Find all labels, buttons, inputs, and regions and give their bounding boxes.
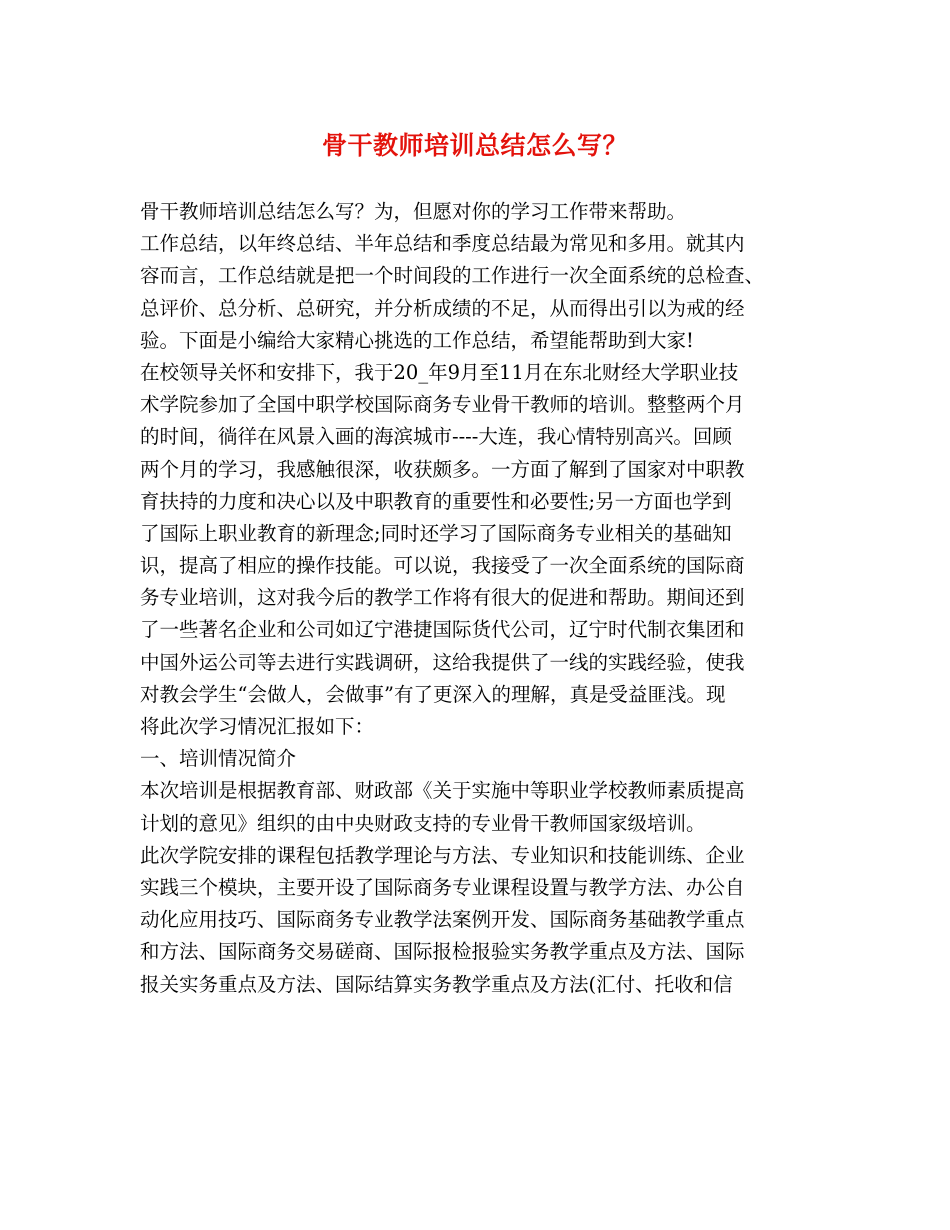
body-line: 实践三个模块，主要开设了国际商务专业课程设置与教学方法、办公自 [140,875,745,899]
body-line: 动化应用技巧、国际商务专业教学法案例开发、国际商务基础教学重点 [140,908,745,932]
body-line: 术学院参加了全国中职学校国际商务专业骨干教师的培训。整整两个月 [140,393,745,417]
body-line: 育扶持的力度和决心以及中职教育的重要性和必要性;另一方面也学到 [140,489,732,513]
body-line: 务专业培训，这对我今后的教学工作将有很大的促进和帮助。期间还到 [140,586,745,610]
body-line: 和方法、国际商务交易磋商、国际报检报验实务教学重点及方法、国际 [140,940,745,964]
body-line: 的时间，徜徉在风景入画的海滨城市----大连，我心情特别高兴。回顾 [140,425,732,449]
body-line: 骨干教师培训总结怎么写？为，但愿对你的学习工作带来帮助。 [140,200,687,223]
document-title: 骨干教师培训总结怎么写？ [321,131,628,160]
body-line: 工作总结，以年终总结、半年总结和季度总结最为常见和多用。就其内 [140,232,745,256]
body-line: 了国际上职业教育的新理念;同时还学习了国际商务专业相关的基础知 [140,521,732,545]
body-line: 此次学院安排的课程包括教学理论与方法、专业知识和技能训练、企业 [140,843,745,867]
section-heading: 一、培训情况简介 [140,747,297,771]
body-line: 容而言，工作总结就是把一个时间段的工作进行一次全面系统的总检查、 [140,264,765,288]
body-line: 对教会学生“会做人，会做事”有了更深入的理解，真是受益匪浅。现 [140,682,726,706]
body-line: 报关实务重点及方法、国际结算实务教学重点及方法(汇付、托收和信 [140,972,733,996]
body-line: 两个月的学习，我感触很深，收获颇多。一方面了解到了国家对中职教 [140,457,745,481]
body-line: 本次培训是根据教育部、财政部《关于实施中等职业学校教师素质提高 [140,779,745,803]
body-line: 中国外运公司等去进行实践调研，这给我提供了一线的实践经验，使我 [140,650,745,674]
body-line: 将此次学习情况汇报如下： [140,715,375,738]
body-line: 了一些著名企业和公司如辽宁港捷国际货代公司，辽宁时代制衣集团和 [140,618,745,642]
body-line: 识，提高了相应的操作技能。可以说，我接受了一次全面系统的国际商 [140,554,745,578]
body-line: 总评价、总分析、总研究，并分析成绩的不足，从而得出引以为戒的经 [140,296,745,320]
body-line: 验。下面是小编给大家精心挑选的工作总结，希望能帮助到大家! [140,328,694,352]
body-line: 在校领导关怀和安排下，我于20_年9月至11月在东北财经大学职业技 [140,360,739,384]
body-line: 计划的意见》组织的由中央财政支持的专业骨干教师国家级培训。 [140,811,706,835]
document-body [140,196,820,1001]
